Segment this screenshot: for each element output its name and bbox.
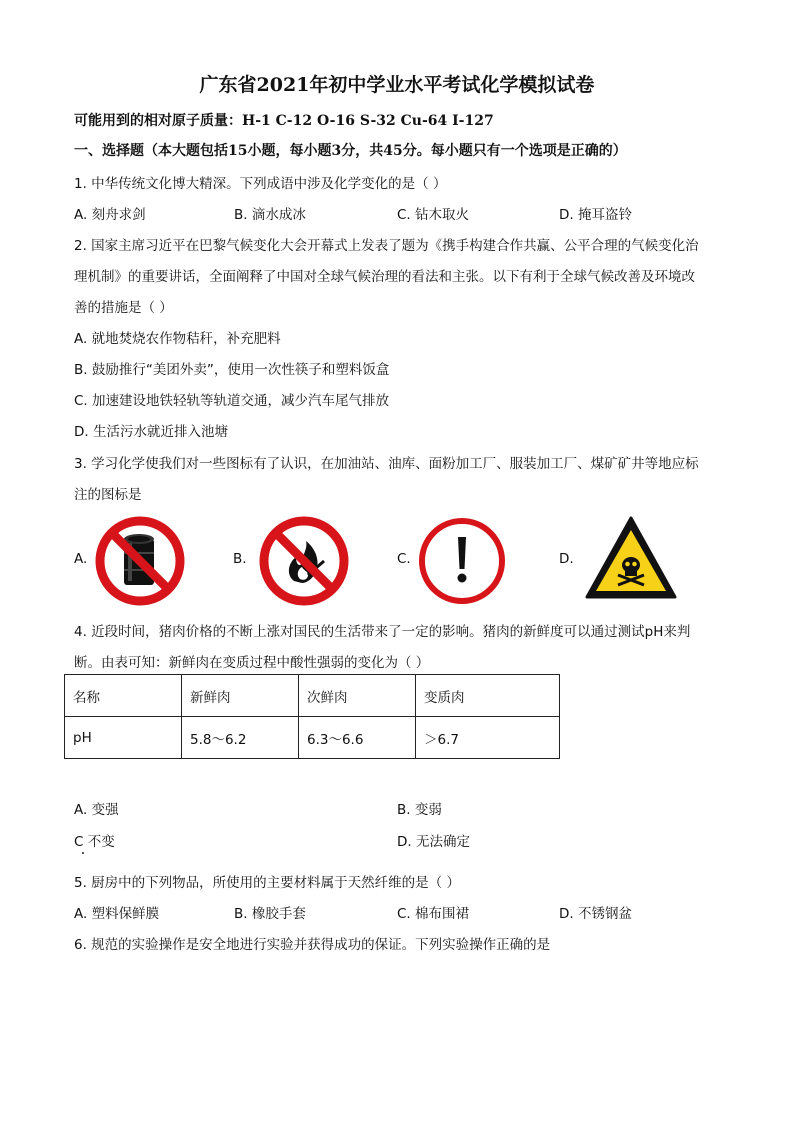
table-header-cell: 名称 — [65, 675, 182, 717]
q5-option-a: A. 塑料保鲜膜 — [74, 906, 160, 922]
table-cell: ＞6.7 — [416, 717, 560, 759]
q5-option-b: B. 橡胶手套 — [234, 906, 306, 922]
atomic-masses: 可能用到的相对原子质量：H-1 C-12 O-16 S-32 Cu-64 I-127 — [74, 113, 494, 129]
table-row — [65, 717, 560, 759]
table-cell: 5.8～6.2 — [182, 717, 299, 759]
q2-option-c: C. 加速建设地铁轻轨等轨道交通，减少汽车尾气排放 — [74, 393, 390, 409]
exclamation-warning-icon — [416, 515, 508, 607]
table-header-cell: 新鲜肉 — [182, 675, 299, 717]
q3-option-b: B. — [233, 551, 247, 567]
section-heading: 一、选择题（本大题包括15小题，每小题3分，共45分。每小题只有一个选项是正确的） — [74, 143, 627, 159]
q3-option-d: D. — [559, 551, 574, 567]
q2-line1: 2. 国家主席习近平在巴黎气候变化大会开幕式上发表了题为《携手构建合作共赢、公平合理的气候变化治 — [74, 238, 699, 254]
q1-option-c: C. 钻木取火 — [397, 207, 470, 223]
stray-dot — [82, 852, 84, 854]
q1-option-d: D. 掩耳盗铃 — [559, 207, 632, 223]
table-cell: pH — [65, 717, 182, 759]
toxic-warning-icon — [584, 515, 678, 601]
q4-option-d: D. 无法确定 — [397, 834, 470, 850]
q4-line1: 4. 近段时间，猪肉价格的不断上涨对国民的生活带来了一定的影响。猪肉的新鲜度可以通过测试pH来判 — [74, 624, 691, 640]
table-header-cell: 变质肉 — [416, 675, 560, 717]
q1-option-b: B. 滴水成冰 — [234, 207, 306, 223]
q4-line2: 断。由表可知：新鲜肉在变质过程中酸性强弱的变化为（ ） — [74, 655, 430, 671]
q2-option-a: A. 就地焚烧农作物秸秆，补充肥料 — [74, 331, 281, 347]
no-fire-icon — [258, 515, 350, 607]
q3-line2: 注的图标是 — [74, 487, 142, 503]
q2-line2: 理机制》的重要讲话，全面阐释了中国对全球气候治理的看法和主张。以下有利于全球气候改善及环境改 — [74, 269, 695, 285]
q5-stem: 5. 厨房中的下列物品，所使用的主要材料属于天然纤维的是（ ） — [74, 875, 460, 891]
q2-option-b: B. 鼓励推行“美团外卖”，使用一次性筷子和塑料饭盒 — [74, 362, 390, 378]
q4-option-b: B. 变弱 — [397, 802, 442, 818]
table-row — [65, 675, 560, 717]
ph-table — [64, 674, 560, 759]
q6-stem: 6. 规范的实验操作是安全地进行实验并获得成功的保证。下列实验操作正确的是 — [74, 937, 551, 953]
q3-option-c: C. — [397, 551, 411, 567]
q5-option-d: D. 不锈钢盆 — [559, 906, 632, 922]
page-title: 广东省2021年初中学业水平考试化学模拟试卷 — [199, 74, 595, 96]
q5-option-c: C. 棉布围裙 — [397, 906, 470, 922]
q1-option-a: A. 刻舟求剑 — [74, 207, 146, 223]
q3-line1: 3. 学习化学使我们对一些图标有了认识，在加油站、油库、面粉加工厂、服装加工厂、煤矿矿井等地应标 — [74, 456, 699, 472]
q4-option-a: A. 变强 — [74, 802, 119, 818]
q3-option-a: A. — [74, 551, 88, 567]
q2-option-d: D. 生活污水就近排入池塘 — [74, 424, 228, 440]
q4-option-c: C 不变 — [74, 834, 115, 850]
q1-stem: 1. 中华传统文化博大精深。下列成语中涉及化学变化的是（ ） — [74, 176, 447, 192]
q2-line3: 善的措施是（ ） — [74, 300, 173, 316]
table-header-cell: 次鲜肉 — [299, 675, 416, 717]
no-oil-barrel-icon — [94, 515, 186, 607]
table-cell: 6.3～6.6 — [299, 717, 416, 759]
